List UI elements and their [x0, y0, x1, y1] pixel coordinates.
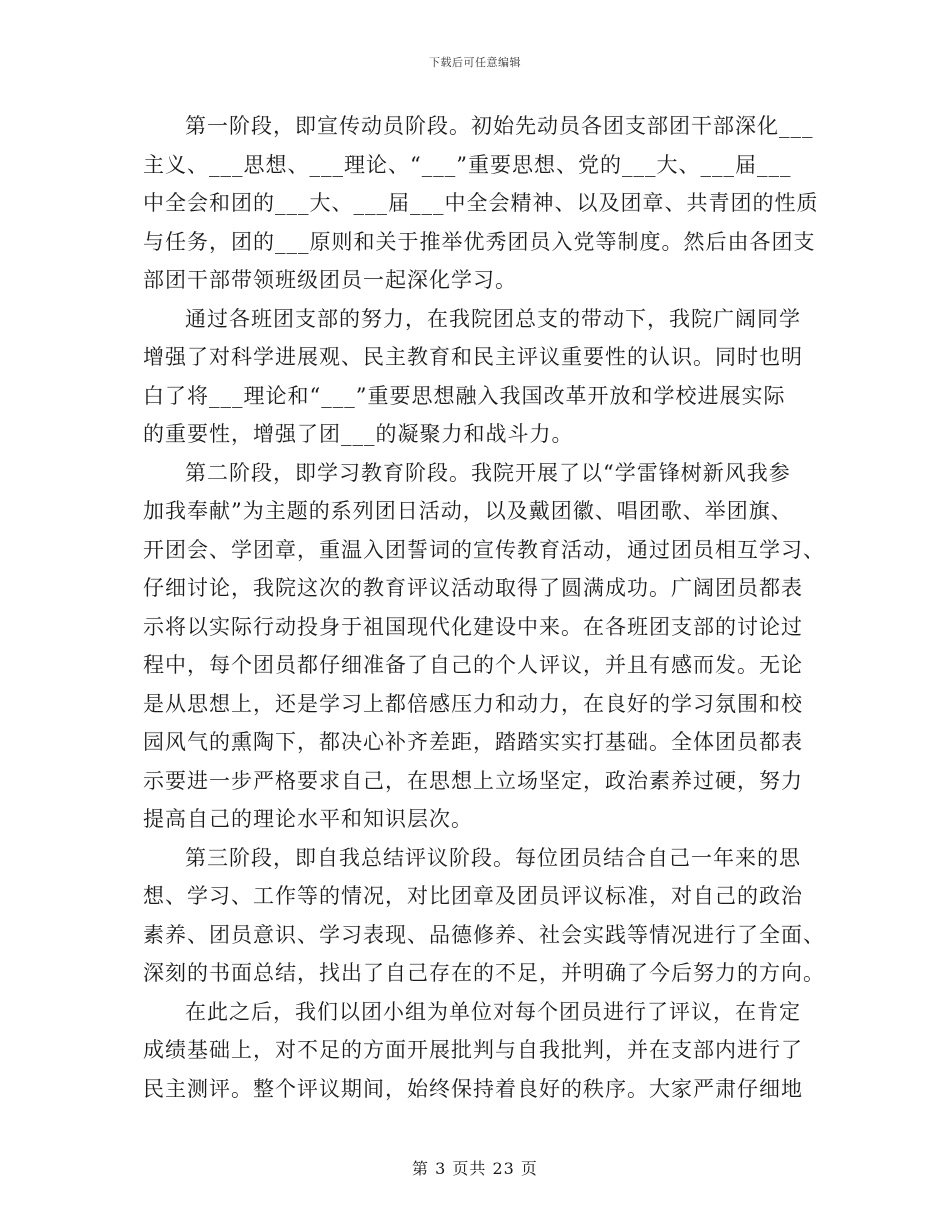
text-line: 第二阶段，即学习教育阶段。我院开展了以“学雷锋树新风我参: [185, 460, 791, 485]
text-line: 通过各班团支部的努力，在我院团总支的带动下，我院广阔同学: [185, 306, 801, 331]
text-line: 中全会和团的___大、___届___中全会精神、以及团章、共青团的性质: [143, 191, 819, 215]
text-line: 加我奉献”为主题的系列团日活动，以及戴团徽、唱团歌、举团旗、: [143, 499, 793, 523]
text-line: 提高自己的理论水平和知识层次。: [143, 807, 473, 831]
paragraph-after: [143, 993, 809, 1109]
text-line: 第一阶段，即宣传动员阶段。初始先动员各团支部团干部深化___: [185, 114, 814, 138]
text-line: 想、学习、工作等的情况，对比团章及团员评议标准，对自己的政治: [143, 884, 803, 908]
paragraph-stage-three: [143, 839, 825, 993]
paragraph-stage-one: [143, 107, 819, 300]
text-line: 主义、___思想、___理论、“___”重要思想、党的___大、___届___: [143, 152, 792, 177]
text-line: 示要进一步严格要求自己，在思想上立场坚定，政治素养过硬，努力: [143, 768, 803, 793]
paragraph-stage-two: [143, 454, 825, 839]
text-line: 开团会、学团章，重温入团誓词的宣传教育活动，通过团员相互学习、: [143, 537, 825, 562]
text-line: 园风气的熏陶下，都决心补齐差距，踏踏实实打基础。全体团员都表: [143, 730, 803, 754]
text-line: 素养、团员意识、学习表现、品德修养、社会实践等情况进行了全面、: [143, 922, 825, 947]
text-line: 与任务，团的___原则和关于推举优秀团员入党等制度。然后由各团支: [143, 229, 816, 254]
text-line: 成绩基础上，对不足的方面开展批判与自我批判，并在支部内进行了: [143, 1038, 803, 1062]
page-number: 第 3 页共 23 页: [412, 1159, 538, 1178]
text-line: 部团干部带领班级团员一起深化学习。: [143, 268, 517, 292]
text-line: 白了将___理论和“___”重要思想融入我国改革开放和学校进展实际: [143, 383, 786, 408]
page-header: 下载后可任意编辑: [429, 56, 521, 69]
text-line: 仔细讨论，我院这次的教育评议活动取得了圆满成功。广阔团员都表: [143, 576, 803, 600]
text-line: 示将以实际行动投身于祖国现代化建设中来。在各班团支部的讨论过: [143, 614, 803, 639]
text-line: 民主测评。整个评议期间，始终保持着良好的秩序。大家严肃仔细地: [143, 1076, 803, 1101]
text-line: 第三阶段，即自我总结评议阶段。每位团员结合自己一年来的思: [185, 845, 801, 870]
text-line: 增强了对科学进展观、民主教育和民主评议重要性的认识。同时也明: [143, 345, 803, 369]
text-line: 的重要性，增强了团___的凝聚力和战斗力。: [143, 422, 574, 446]
text-line: 深刻的书面总结，找出了自己存在的不足，并明确了今后努力的方向。: [143, 961, 825, 985]
document-body: [143, 107, 825, 1108]
paragraph-effort: [143, 300, 809, 454]
text-line: 是从思想上，还是学习上都倍感压力和动力，在良好的学习氛围和校: [143, 691, 803, 716]
text-line: 在此之后，我们以团小组为单位对每个团员进行了评议，在肯定: [185, 999, 801, 1024]
text-line: 程中，每个团员都仔细准备了自己的个人评议，并且有感而发。无论: [143, 653, 803, 677]
